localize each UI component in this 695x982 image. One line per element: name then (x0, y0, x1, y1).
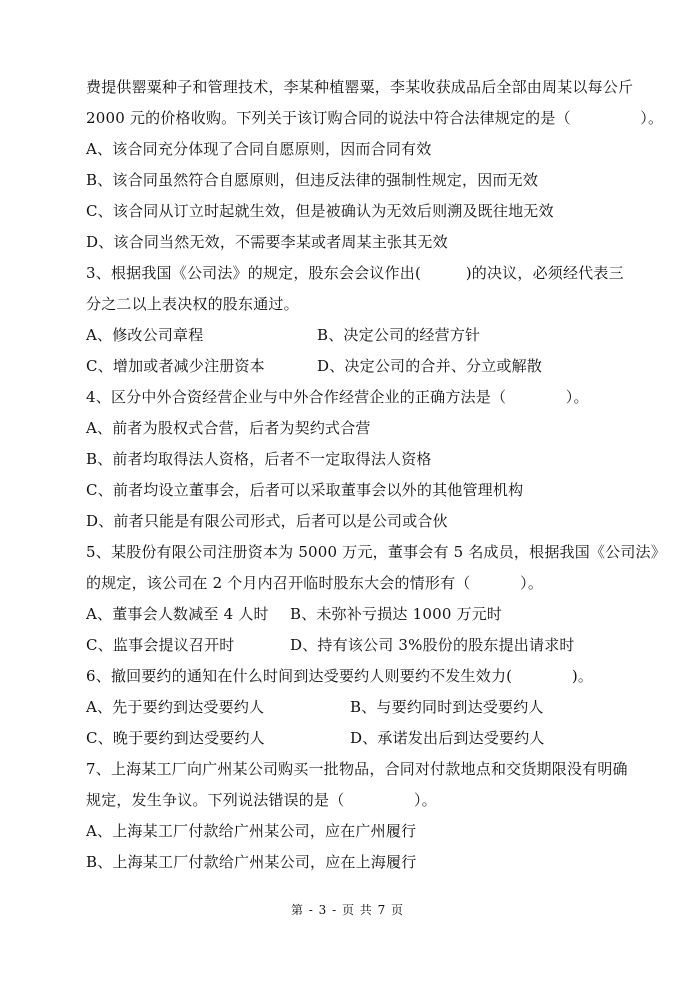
option-line: C、增加或者减少注册资本 (86, 357, 265, 375)
question-6: 6、撤回要约的通知在什么时间到达受要约人则要约不发生效力( )。 (86, 667, 594, 685)
option-line: C、前者均设立董事会，后者可以采取董事会以外的其他管理机构 (86, 481, 524, 499)
option-line: A、前者为股权式合营，后者为契约式合营 (86, 419, 371, 437)
option-line: C、该合同从订立时起就生效，但是被确认为无效后则溯及既往地无效 (86, 202, 554, 220)
question-4: 4、区分中外合资经营企业与中外合作经营企业的正确方法是（ ）。 (86, 388, 589, 406)
page-number: 第 - 3 - 页 共 7 页 (290, 903, 405, 917)
option-line: A、修改公司章程 (86, 326, 204, 344)
option-line: D、决定公司的合并、分立或解散 (317, 357, 543, 375)
option-line: A、先于要约到达受要约人 (86, 698, 265, 716)
text-line: 分之二以上表决权的股东通过。 (86, 295, 299, 313)
text-line: 费提供罂粟种子和管理技术，李某种植罂粟，李某收获成品后全部由周某以每公斤 (86, 78, 634, 96)
option-line: A、上海某工厂付款给广州某公司，应在广州履行 (86, 822, 417, 840)
option-line: D、前者只能是有限公司形式，后者可以是公司或合伙 (86, 512, 448, 530)
option-line: B、该合同虽然符合自愿原则，但违反法律的强制性规定，因而无效 (86, 171, 539, 189)
option-line: B、与要约同时到达受要约人 (350, 698, 544, 716)
option-line: A、董事会人数减至 4 人时 (86, 605, 269, 623)
question-7: 7、上海某工厂向广州某公司购买一批物品，合同对付款地点和交货期限没有明确 (86, 760, 628, 778)
option-line: B、前者均取得法人资格，后者不一定取得法人资格 (86, 450, 432, 468)
option-line: D、持有该公司 3%股份的股东提出请求时 (290, 636, 575, 654)
option-line: C、晚于要约到达受要约人 (86, 729, 265, 747)
option-line: B、未弥补亏损达 1000 万元时 (290, 605, 503, 623)
option-line: A、该合同充分体现了合同自愿原则，因而合同有效 (86, 140, 432, 158)
option-line: C、监事会提议召开时 (86, 636, 235, 654)
option-line: B、决定公司的经营方针 (317, 326, 481, 344)
text-line: 2000 元的价格收购。下列关于该订购合同的说法中符合法律规定的是（ ）。 (86, 109, 664, 127)
option-line: D、承诺发出后到达受要约人 (350, 729, 545, 747)
option-line: D、该合同当然无效，不需要李某或者周某主张其无效 (86, 233, 448, 251)
option-line: B、上海某工厂付款给广州某公司，应在上海履行 (86, 853, 417, 871)
text-line: 规定，发生争议。下列说法错误的是（ ）。 (86, 791, 437, 809)
text-line: 的规定，该公司在 2 个月内召开临时股东大会的情形有（ ）。 (86, 574, 544, 592)
question-5: 5、某股份有限公司注册资本为 5000 万元，董事会有 5 名成员，根据我国《公司法》 (86, 543, 666, 561)
question-3: 3、根据我国《公司法》的规定，股东会会议作出( )的决议，必须经代表三 (86, 264, 624, 282)
